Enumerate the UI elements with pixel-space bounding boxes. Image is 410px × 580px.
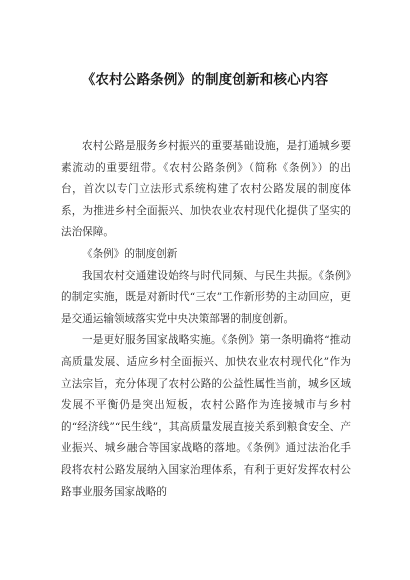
document-title: 《农村公路条例》的制度创新和核心内容 [81, 72, 329, 88]
paragraph-background: 我国农村交通建设始终与时代同频、与民生共振。《条例》的制定实施，既是对新时代“三农”工作新形势的主动回应，更是交通运输领域落实党中央决策部署的制度创新。 [61, 269, 351, 325]
paragraph-point-one: 一是更好服务国家战略实施。《条例》第一条明确将“推动高质量发展、适应乡村全面振兴、加快农业农村现代化”作为立法宗旨，充分体现了农村公路的公益性属性当前，城乡区域发展不平衡仍是突出短板，农村公路作为连接城市与乡村的“经济线”“民生线”，其高质量发展直接关系到粮食安全、产业振兴、城乡融合等国家战略的落地。《条例》通过法治化手段将农村公路发展纳入国家治理体系，有利于更好发挥农村公路事业服务国家战略的 [61, 334, 351, 498]
paragraph-intro: 农村公路是服务乡村振兴的重要基础设施，是打通城乡要素流动的重要纽带。《农村公路条例》（简称《条例》）的出台，首次以专门立法形式系统构建了农村公路发展的制度体系，为推进乡村全面振兴、加快农业农村现代化提供了坚实的法治保障。 [61, 140, 351, 239]
document-body [61, 136, 351, 503]
section-heading: 《条例》的制度创新 [82, 247, 178, 260]
